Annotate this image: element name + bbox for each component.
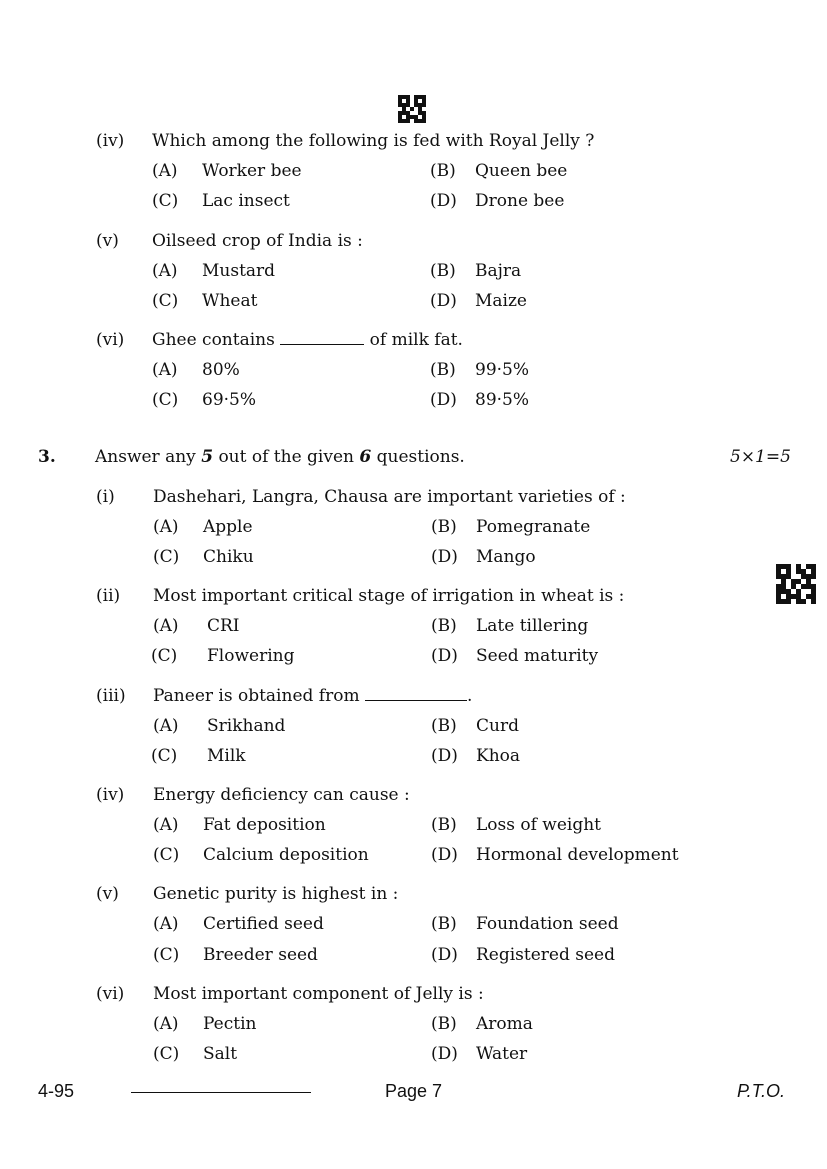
question-number: (v)	[96, 884, 119, 904]
instruction-text: out of the given	[218, 447, 354, 467]
question-number: (vi)	[96, 984, 125, 1004]
option-text: Chiku	[203, 547, 254, 567]
option-text: 80%	[202, 360, 240, 380]
option-text: Fat deposition	[203, 815, 326, 835]
option-text: Loss of weight	[476, 815, 602, 835]
option-label: (C)	[151, 746, 178, 766]
option-label: (D)	[431, 1044, 458, 1064]
question-text-before: Paneer is obtained from	[153, 686, 360, 706]
pto-label: P.T.O.	[737, 1081, 786, 1101]
option-text: Drone bee	[475, 191, 565, 211]
option-label: (B)	[431, 517, 457, 537]
option-label: (B)	[431, 616, 457, 636]
option-label: (C)	[152, 191, 179, 211]
option-label: (A)	[153, 815, 179, 835]
option-text: Calcium deposition	[203, 845, 369, 865]
option-label: (A)	[152, 161, 178, 181]
question-number: (iii)	[96, 686, 126, 706]
qr-code-top-icon	[398, 95, 426, 123]
option-label: (C)	[152, 390, 179, 410]
option-text: Curd	[476, 716, 519, 736]
option-text: Breeder seed	[203, 945, 318, 965]
page-number: Page 7	[385, 1081, 443, 1101]
instruction-count: 5	[201, 447, 214, 467]
option-label: (A)	[153, 616, 179, 636]
question-text-before: Ghee contains	[152, 330, 275, 350]
section-number: 3.	[38, 447, 56, 467]
section-marks: 5×1=5	[730, 447, 791, 467]
option-label: (B)	[431, 716, 457, 736]
option-label: (A)	[153, 517, 179, 537]
answer-blank	[365, 686, 467, 701]
option-label: (B)	[431, 815, 457, 835]
option-label: (D)	[430, 191, 457, 211]
option-text: Registered seed	[476, 945, 615, 965]
option-text: Srikhand	[207, 716, 286, 736]
question-number: (iv)	[96, 785, 125, 805]
question-text-after: of milk fat.	[369, 330, 463, 350]
option-text: 69·5%	[202, 390, 257, 410]
paper-code: 4-95	[38, 1081, 75, 1101]
option-text: Seed maturity	[476, 646, 599, 666]
option-label: (C)	[153, 1044, 180, 1064]
question-text: Dashehari, Langra, Chausa are important varieties of :	[153, 487, 626, 507]
option-text: 89·5%	[475, 390, 530, 410]
question-text-fill-blank	[152, 330, 463, 350]
question-text: Genetic purity is highest in :	[153, 884, 399, 904]
option-text: Flowering	[207, 646, 295, 666]
option-text: Bajra	[475, 261, 522, 281]
option-label: (B)	[431, 1014, 457, 1034]
option-text: Milk	[207, 746, 246, 766]
question-number: (v)	[96, 231, 119, 251]
option-text: Salt	[203, 1044, 238, 1064]
option-text: Pectin	[203, 1014, 257, 1034]
question-text: Most important component of Jelly is :	[153, 984, 484, 1004]
option-text: Khoa	[476, 746, 521, 766]
option-text: Foundation seed	[476, 914, 619, 934]
option-label: (C)	[151, 646, 178, 666]
option-label: (B)	[431, 914, 457, 934]
question-number: (ii)	[96, 586, 121, 606]
option-label: (B)	[430, 161, 456, 181]
question-text-fill-blank	[153, 686, 472, 706]
question-number: (iv)	[96, 131, 125, 151]
option-label: (B)	[430, 261, 456, 281]
question-text: Which among the following is fed with Royal Jelly ?	[152, 131, 595, 151]
option-text: CRI	[207, 616, 240, 636]
option-label: (C)	[153, 845, 180, 865]
option-text: Pomegranate	[476, 517, 591, 537]
option-label: (D)	[431, 547, 458, 567]
option-label: (C)	[153, 945, 180, 965]
question-number: (vi)	[96, 330, 125, 350]
option-label: (D)	[431, 646, 458, 666]
question-text: Oilseed crop of India is :	[152, 231, 363, 251]
option-label: (C)	[152, 291, 179, 311]
question-text: Most important critical stage of irrigation in wheat is :	[153, 586, 625, 606]
option-text: Certified seed	[203, 914, 324, 934]
option-label: (A)	[153, 716, 179, 736]
option-label: (A)	[153, 914, 179, 934]
section-instruction	[95, 447, 465, 467]
option-text: 99·5%	[475, 360, 530, 380]
question-text: Energy deficiency can cause :	[153, 785, 410, 805]
option-text: Late tillering	[476, 616, 589, 636]
option-text: Mango	[476, 547, 536, 567]
option-label: (D)	[430, 291, 457, 311]
option-text: Queen bee	[475, 161, 568, 181]
option-label: (D)	[431, 945, 458, 965]
option-label: (B)	[430, 360, 456, 380]
option-text: Water	[476, 1044, 528, 1064]
footer-rule	[131, 1092, 311, 1093]
qr-code-side-icon	[776, 564, 816, 604]
answer-blank	[280, 330, 364, 345]
instruction-text: Answer any	[95, 447, 196, 467]
option-text: Hormonal development	[476, 845, 679, 865]
option-label: (D)	[431, 746, 458, 766]
instruction-text: questions.	[376, 447, 465, 467]
option-text: Maize	[475, 291, 527, 311]
option-label: (A)	[152, 360, 178, 380]
option-label: (A)	[153, 1014, 179, 1034]
instruction-count: 6	[359, 447, 372, 467]
option-text: Lac insect	[202, 191, 290, 211]
option-text: Aroma	[476, 1014, 533, 1034]
option-label: (A)	[152, 261, 178, 281]
question-number: (i)	[96, 487, 115, 507]
option-label: (D)	[430, 390, 457, 410]
option-text: Apple	[203, 517, 253, 537]
option-text: Worker bee	[202, 161, 302, 181]
question-text-after: .	[466, 686, 473, 706]
option-label: (D)	[431, 845, 458, 865]
option-text: Mustard	[202, 261, 276, 281]
option-label: (C)	[153, 547, 180, 567]
option-text: Wheat	[202, 291, 258, 311]
